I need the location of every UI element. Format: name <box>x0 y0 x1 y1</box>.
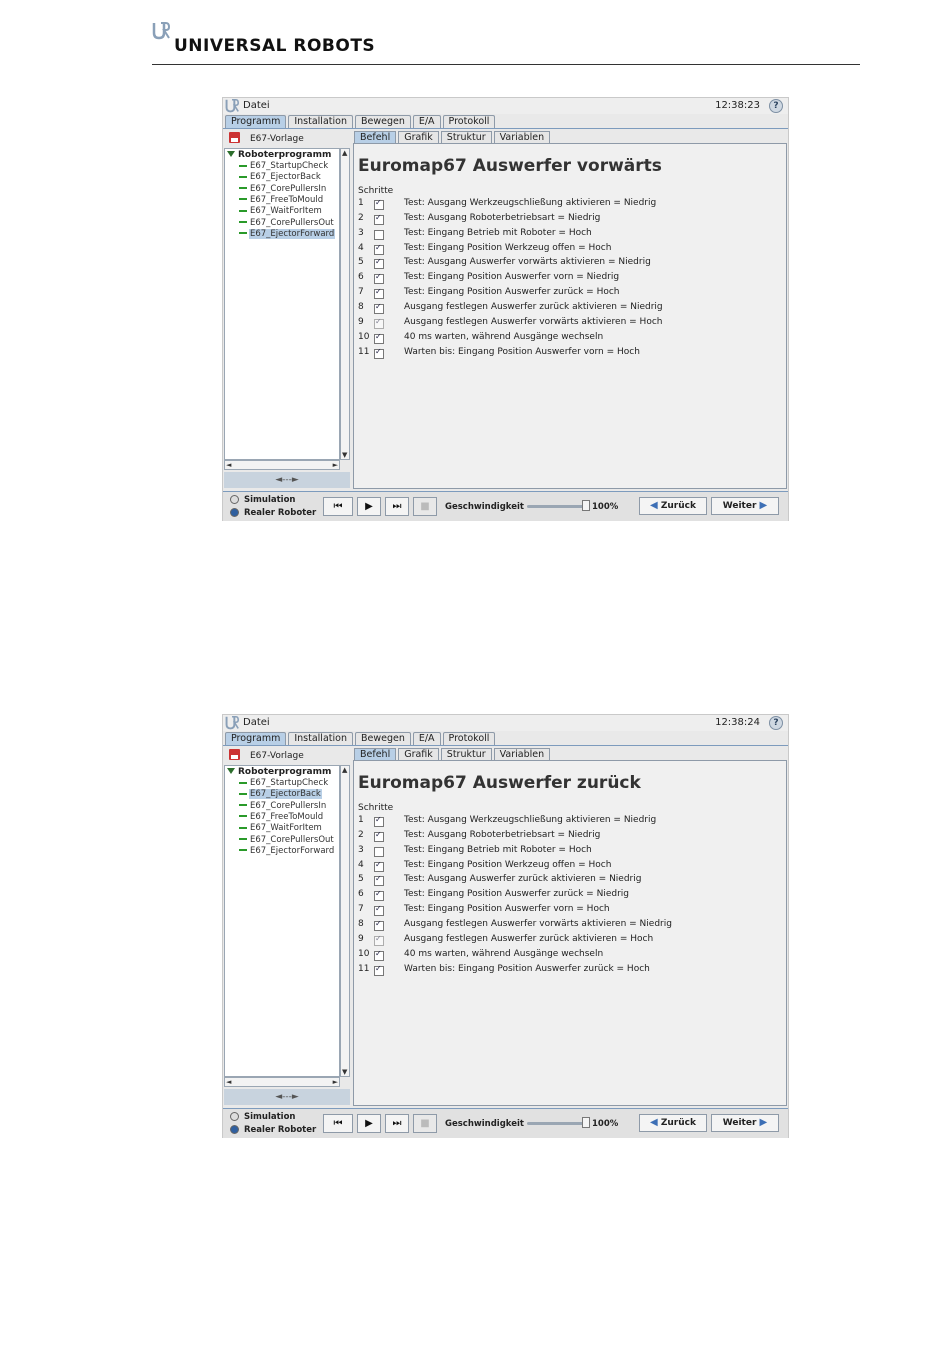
tree-item-label: E67_CorePullersOut <box>250 834 334 845</box>
speed-slider-knob[interactable] <box>582 500 590 511</box>
subtab-grafik[interactable]: Grafik <box>398 748 439 760</box>
bottom-bar <box>223 1108 788 1138</box>
screenshot-ejector-forward <box>222 97 789 521</box>
step-checkbox[interactable] <box>374 259 384 269</box>
tree-item-label: E67_WaitForItem <box>250 823 322 834</box>
program-name: E67-Vorlage <box>250 751 304 761</box>
real-robot-radio[interactable] <box>230 1125 239 1134</box>
speed-slider-track[interactable] <box>527 1122 589 1125</box>
step-number: 8 <box>358 301 364 312</box>
tree-root[interactable] <box>227 767 331 777</box>
command-content <box>353 143 787 489</box>
help-icon[interactable]: ? <box>769 716 783 730</box>
back-button[interactable] <box>639 497 707 515</box>
step-checkbox[interactable] <box>374 817 384 827</box>
step-text: Test: Eingang Betrieb mit Roboter = Hoch <box>404 227 592 238</box>
simulation-label: Simulation <box>244 495 296 505</box>
save-icon[interactable] <box>229 749 240 760</box>
step-checkbox[interactable] <box>374 289 384 299</box>
steps-label: Schritte <box>358 803 394 813</box>
node-icon <box>239 827 247 829</box>
node-title: Euromap67 Auswerfer zurück <box>358 773 641 793</box>
step-checkbox[interactable] <box>374 921 384 931</box>
step-number: 4 <box>358 859 364 870</box>
step-number: 3 <box>358 844 364 855</box>
node-icon <box>239 815 247 817</box>
scroll-up-icon[interactable]: ▲ <box>342 766 348 774</box>
step-checkbox[interactable] <box>374 862 384 872</box>
step-number: 11 <box>358 963 370 974</box>
tab-e-a[interactable]: E/A <box>413 115 441 128</box>
rewind-button[interactable]: ⏮ <box>323 497 353 516</box>
node-icon <box>239 849 247 851</box>
ur-logo-icon <box>225 99 239 113</box>
tree-item[interactable] <box>239 161 329 171</box>
back-button[interactable] <box>639 1114 707 1132</box>
tree-item[interactable] <box>239 184 327 194</box>
speed-slider-track[interactable] <box>527 505 589 508</box>
tree-item[interactable] <box>239 812 324 822</box>
tab-e-a[interactable]: E/A <box>413 732 441 745</box>
step-button[interactable]: ⏭ <box>385 1114 409 1133</box>
ur-logo-icon <box>152 22 170 40</box>
tree-horizontal-scrollbar[interactable] <box>224 1077 340 1087</box>
step-text: Warten bis: Eingang Position Auswerfer zurück = Hoch <box>404 963 650 974</box>
node-icon <box>239 221 247 223</box>
command-content <box>353 760 787 1106</box>
simulation-radio[interactable] <box>230 1112 239 1121</box>
subtab-struktur[interactable]: Struktur <box>441 131 492 143</box>
step-checkbox[interactable] <box>374 334 384 344</box>
step-text: 40 ms warten, während Ausgänge wechseln <box>404 331 604 342</box>
step-number: 9 <box>358 933 364 944</box>
program-tree-panel <box>223 746 351 1108</box>
page-header <box>152 20 860 65</box>
stop-button[interactable]: ■ <box>413 1114 437 1133</box>
step-text: Test: Eingang Position Auswerfer zurück = Niedrig <box>404 889 629 900</box>
speed-value: 100% <box>592 1119 619 1129</box>
step-text: Test: Eingang Betrieb mit Roboter = Hoch <box>404 844 592 855</box>
step-checkbox[interactable] <box>374 876 384 886</box>
scroll-left-icon[interactable]: ◄ <box>226 1078 232 1086</box>
scroll-down-icon[interactable]: ▼ <box>342 1068 348 1076</box>
next-button[interactable] <box>711 497 779 515</box>
real-robot-radio[interactable] <box>230 508 239 517</box>
next-label: Weiter <box>722 501 757 511</box>
tree-item-label: E67_CorePullersIn <box>250 183 327 194</box>
tree-root-label: Roboterprogramm <box>238 767 332 777</box>
subtab-grafik[interactable]: Grafik <box>398 131 439 143</box>
step-checkbox[interactable] <box>374 951 384 961</box>
bottom-bar <box>223 491 788 521</box>
node-icon <box>239 232 247 234</box>
command-panel <box>352 746 788 1108</box>
tab-protokoll[interactable]: Protokoll <box>443 115 496 128</box>
speed-label: Geschwindigkeit <box>445 1119 524 1129</box>
step-number: 1 <box>358 198 364 208</box>
tree-item[interactable] <box>239 835 335 845</box>
subtab-variablen[interactable]: Variablen <box>494 131 551 143</box>
tree-item[interactable] <box>239 823 323 833</box>
tree-item[interactable] <box>239 218 335 228</box>
step-checkbox[interactable] <box>374 245 384 255</box>
arrow-right-icon: ▶ <box>759 500 768 511</box>
brand-name: UNIVERSAL ROBOTS <box>174 36 376 56</box>
speed-slider-knob[interactable] <box>582 1117 590 1128</box>
tree-vertical-scrollbar[interactable] <box>340 765 350 1077</box>
step-checkbox[interactable] <box>374 966 384 976</box>
step-number: 8 <box>358 918 364 929</box>
next-label: Weiter <box>722 1118 757 1128</box>
tab-programm[interactable]: Programm <box>225 732 286 745</box>
sub-tabs <box>354 131 552 143</box>
tree-item-label: E67_CorePullersIn <box>250 800 327 811</box>
panel-resize-handle[interactable]: ◄---► <box>224 1089 350 1105</box>
step-number: 2 <box>358 212 364 223</box>
step-text: Test: Ausgang Werkzeugschließung aktivieren = Niedrig <box>404 815 657 825</box>
play-button[interactable]: ▶ <box>357 497 381 516</box>
top-bar <box>223 715 788 731</box>
step-checkbox[interactable] <box>374 847 384 857</box>
ur-logo-icon <box>225 716 239 730</box>
node-icon <box>239 793 247 795</box>
tree-root[interactable] <box>227 150 331 160</box>
step-text: Test: Ausgang Auswerfer vorwärts aktivieren = Niedrig <box>404 257 651 268</box>
arrow-right-icon: ▶ <box>759 1117 768 1128</box>
tab-protokoll[interactable]: Protokoll <box>443 732 496 745</box>
scroll-right-icon[interactable]: ► <box>332 1078 338 1086</box>
step-checkbox[interactable] <box>374 304 384 314</box>
step-text: Test: Eingang Position Werkzeug offen = Hoch <box>404 859 612 870</box>
tree-item[interactable] <box>239 801 327 811</box>
tree-item-label: E67_FreeToMould <box>250 194 324 205</box>
tree-item-label: E67_CorePullersOut <box>250 217 334 228</box>
speed-value: 100% <box>592 502 619 512</box>
scroll-right-icon[interactable]: ► <box>332 461 338 469</box>
program-tree <box>224 148 340 460</box>
step-number: 10 <box>358 948 370 959</box>
expand-triangle-icon[interactable] <box>227 768 235 774</box>
clock: 12:38:23 <box>715 100 760 111</box>
step-text: Test: Eingang Position Auswerfer vorn = Niedrig <box>404 272 620 283</box>
step-text: Test: Ausgang Roboterbetriebsart = Niedrig <box>404 829 601 840</box>
speed-label: Geschwindigkeit <box>445 502 524 512</box>
step-number: 6 <box>358 889 364 900</box>
step-number: 3 <box>358 227 364 238</box>
step-number: 1 <box>358 815 364 825</box>
clock: 12:38:24 <box>715 717 760 728</box>
step-checkbox[interactable] <box>374 230 384 240</box>
step-number: 11 <box>358 346 370 357</box>
subtab-variablen[interactable]: Variablen <box>494 748 551 760</box>
program-tree-panel <box>223 129 351 491</box>
scroll-left-icon[interactable]: ◄ <box>226 461 232 469</box>
main-tabs <box>225 732 497 745</box>
step-checkbox[interactable] <box>374 832 384 842</box>
top-bar <box>223 98 788 114</box>
step-checkbox[interactable] <box>374 936 384 946</box>
scroll-up-icon[interactable]: ▲ <box>342 149 348 157</box>
step-text: Test: Ausgang Roboterbetriebsart = Niedrig <box>404 212 601 223</box>
next-button[interactable] <box>711 1114 779 1132</box>
tab-bewegen[interactable]: Bewegen <box>355 115 411 128</box>
node-icon <box>239 210 247 212</box>
step-number: 5 <box>358 257 364 268</box>
file-menu[interactable]: Datei <box>243 717 270 728</box>
step-checkbox[interactable] <box>374 200 384 210</box>
step-checkbox[interactable] <box>374 349 384 359</box>
step-text: Ausgang festlegen Auswerfer zurück aktivieren = Niedrig <box>404 301 663 312</box>
tree-horizontal-scrollbar[interactable] <box>224 460 340 470</box>
step-text: Ausgang festlegen Auswerfer vorwärts aktivieren = Niedrig <box>404 918 672 929</box>
sub-tabs <box>354 748 552 760</box>
screenshot-ejector-back <box>222 714 789 1138</box>
subtab-befehl[interactable]: Befehl <box>354 131 396 143</box>
scroll-down-icon[interactable]: ▼ <box>342 451 348 459</box>
tree-vertical-scrollbar[interactable] <box>340 148 350 460</box>
step-text: Test: Eingang Position Auswerfer zurück = Hoch <box>404 287 620 298</box>
real-robot-label: Realer Roboter <box>244 1125 317 1135</box>
play-button[interactable]: ▶ <box>357 1114 381 1133</box>
node-icon <box>239 187 247 189</box>
file-menu[interactable]: Datei <box>243 100 270 111</box>
main-tabs <box>225 115 497 128</box>
step-number: 7 <box>358 904 364 915</box>
back-label: Zurück <box>660 1118 696 1128</box>
step-checkbox[interactable] <box>374 319 384 329</box>
step-number: 7 <box>358 287 364 298</box>
tree-item-label: E67_WaitForItem <box>250 206 322 217</box>
simulation-label: Simulation <box>244 1112 296 1122</box>
step-text: 40 ms warten, während Ausgänge wechseln <box>404 948 604 959</box>
step-text: Ausgang festlegen Auswerfer zurück aktivieren = Hoch <box>404 933 654 944</box>
tree-item[interactable] <box>239 789 322 799</box>
node-icon <box>239 198 247 200</box>
tab-bewegen[interactable]: Bewegen <box>355 732 411 745</box>
step-text: Test: Eingang Position Auswerfer vorn = Hoch <box>404 904 610 915</box>
step-number: 5 <box>358 874 364 885</box>
step-text: Ausgang festlegen Auswerfer vorwärts aktivieren = Hoch <box>404 316 663 327</box>
tree-item[interactable] <box>239 846 335 856</box>
tab-programm[interactable]: Programm <box>225 115 286 128</box>
simulation-radio[interactable] <box>230 495 239 504</box>
arrow-left-icon: ◀ <box>650 500 658 511</box>
tree-item-label: E67_EjectorForward <box>250 845 335 856</box>
arrow-left-icon: ◀ <box>650 1117 658 1128</box>
step-checkbox[interactable] <box>374 274 384 284</box>
tab-installation[interactable]: Installation <box>288 115 353 128</box>
step-number: 4 <box>358 242 364 253</box>
node-icon <box>239 782 247 784</box>
step-checkbox[interactable] <box>374 906 384 916</box>
tree-item[interactable] <box>239 229 335 239</box>
subtab-befehl[interactable]: Befehl <box>354 748 396 760</box>
step-number: 10 <box>358 331 370 342</box>
save-icon[interactable] <box>229 132 240 143</box>
steps-label: Schritte <box>358 186 394 196</box>
tree-item[interactable] <box>239 206 323 216</box>
tree-item-label: E67_EjectorBack <box>250 172 321 183</box>
step-number: 9 <box>358 316 364 327</box>
tree-item-label: E67_EjectorBack <box>250 789 321 800</box>
step-checkbox[interactable] <box>374 215 384 225</box>
node-icon <box>239 804 247 806</box>
program-name: E67-Vorlage <box>250 134 304 144</box>
stop-button[interactable]: ■ <box>413 497 437 516</box>
panel-resize-handle[interactable]: ◄---► <box>224 472 350 488</box>
tree-root-label: Roboterprogramm <box>238 150 332 160</box>
tree-item[interactable] <box>239 195 324 205</box>
step-button[interactable]: ⏭ <box>385 497 409 516</box>
step-text: Warten bis: Eingang Position Auswerfer vorn = Hoch <box>404 346 640 357</box>
step-text: Test: Ausgang Werkzeugschließung aktivieren = Niedrig <box>404 198 657 208</box>
back-label: Zurück <box>660 501 696 511</box>
command-panel <box>352 129 788 491</box>
node-icon <box>239 838 247 840</box>
tab-installation[interactable]: Installation <box>288 732 353 745</box>
step-number: 6 <box>358 272 364 283</box>
step-checkbox[interactable] <box>374 891 384 901</box>
rewind-button[interactable]: ⏮ <box>323 1114 353 1133</box>
node-title: Euromap67 Auswerfer vorwärts <box>358 156 662 176</box>
step-text: Test: Eingang Position Werkzeug offen = Hoch <box>404 242 612 253</box>
tree-item[interactable] <box>239 778 329 788</box>
tree-item-label: E67_StartupCheck <box>250 778 329 788</box>
node-icon <box>239 176 247 178</box>
real-robot-label: Realer Roboter <box>244 508 317 518</box>
help-icon[interactable]: ? <box>769 99 783 113</box>
step-number: 2 <box>358 829 364 840</box>
tree-item-label: E67_FreeToMould <box>250 811 324 822</box>
tree-item-label: E67_StartupCheck <box>250 161 329 171</box>
subtab-struktur[interactable]: Struktur <box>441 748 492 760</box>
tree-item-label: E67_EjectorForward <box>250 228 335 239</box>
program-tree <box>224 765 340 1077</box>
tree-item[interactable] <box>239 172 322 182</box>
step-text: Test: Ausgang Auswerfer zurück aktivieren = Niedrig <box>404 874 642 885</box>
node-icon <box>239 165 247 167</box>
expand-triangle-icon[interactable] <box>227 151 235 157</box>
